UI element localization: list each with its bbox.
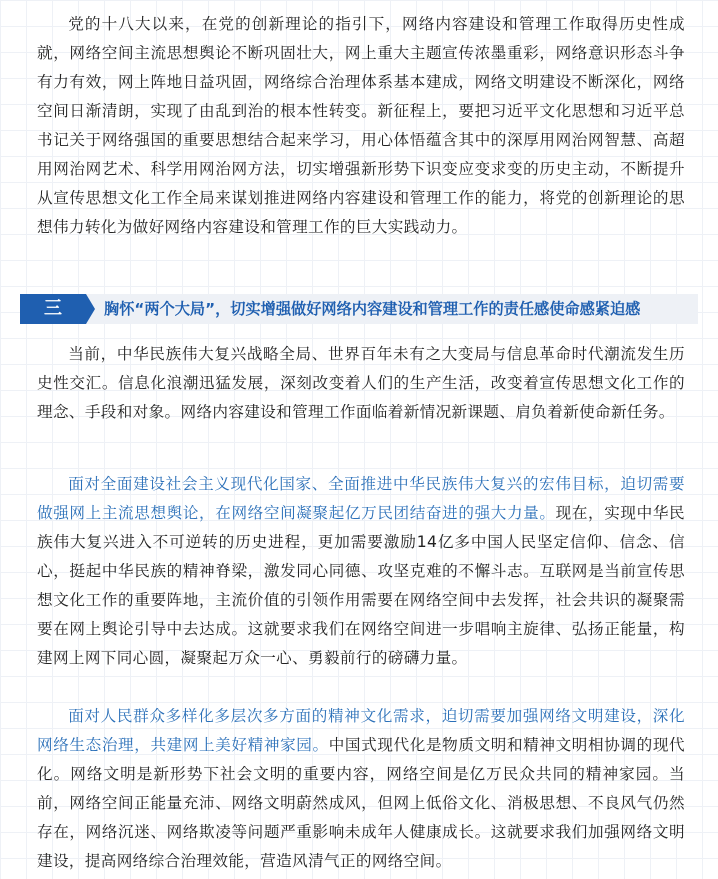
section-title: 胸怀“两个大局”，切实增强做好网络内容建设和管理工作的责任感使命感紧迫感 [104,300,641,318]
paragraph-4-body: 中国式现代化是物质文明和精神文明相协调的现代化。网络文明是新形势下社会文明的重要内容，网络空间是亿万民众共同的精神家园。当前，网络空间正能量充沛、网络文明蔚然成风，但网上低俗文化、消极思想、不良风气仍然存在，网络沉迷、网络欺凌等问题严重影响未成年人健康成长。这就要求我们加强网络文明建设，提高网络综合治理效能，营造风清气正的网络空间。 [37,736,685,870]
section-heading [20,294,698,324]
section-number-badge: 三 [20,294,86,324]
paragraph-3-highlight: 面对全面建设社会主义现代化国家、全面推进中华民族伟大复兴的宏伟目标，迫切需要做强网上主流思想舆论，在网络空间凝聚起亿万民团结奋进的强大力量。 [37,475,685,522]
paragraph-2: 当前，中华民族伟大复兴战略全局、世界百年未有之大变局与信息革命时代潮流发生历史性交汇。信息化浪潮迅猛发展，深刻改变着人们的生产生活，改变着宣传思想文化工作的理念、手段和对象。网络内容建设和管理工作面临着新情况新课题、肩负着新使命新任务。 [37,345,685,421]
paragraph-1: 党的十八大以来，在党的创新理论的指引下，网络内容建设和管理工作取得历史性成就，网络空间主流思想舆论不断巩固壮大，网上重大主题宣传浓墨重彩，网络意识形态斗争有力有效，网上阵地日益巩固，网络综合治理体系基本建成，网络文明建设不断深化，网络空间日渐清朗，实现了由乱到治的根本性转变。新征程上，要把习近平文化思想和习近平总书记关于网络强国的重要思想结合起来学习，用心体悟蕴含其中的深厚用网治网智慧、高超用网治网艺术、科学用网治网方法，切实增强新形势下识变应变求变的历史主动，不断提升从宣传思想文化工作全局来谋划推进网络内容建设和管理工作的能力，将党的创新理论的思想伟力转化为做好网络内容建设和管理工作的巨大实践动力。 [37,15,685,236]
paragraph-4 [37,702,685,876]
paragraph-4-highlight: 面对人民群众多样化多层次多方面的精神文化需求，迫切需要加强网络文明建设，深化网络生态治理，共建网上美好精神家园。 [37,707,685,754]
paragraph-3 [37,470,685,673]
paragraph-3-body: 现在，实现中华民族伟大复兴进入不可逆转的历史进程，更加需要激励14亿多中国人民坚定信仰、信念、信心，挺起中华民族的精神脊梁，激发同心同德、攻坚克难的不懈斗志。互联网是当前宣传思想文化工作的重要阵地，主流价值的引领作用需要在网络空间中去发挥，社会共识的凝聚需要在网上舆论引导中去达成。这就要求我们在网络空间进一步唱响主旋律、弘扬正能量，构建网上网下同心圆，凝聚起万众一心、勇毅前行的磅礴力量。 [37,504,685,667]
badge-arrow-decoration [86,294,95,324]
